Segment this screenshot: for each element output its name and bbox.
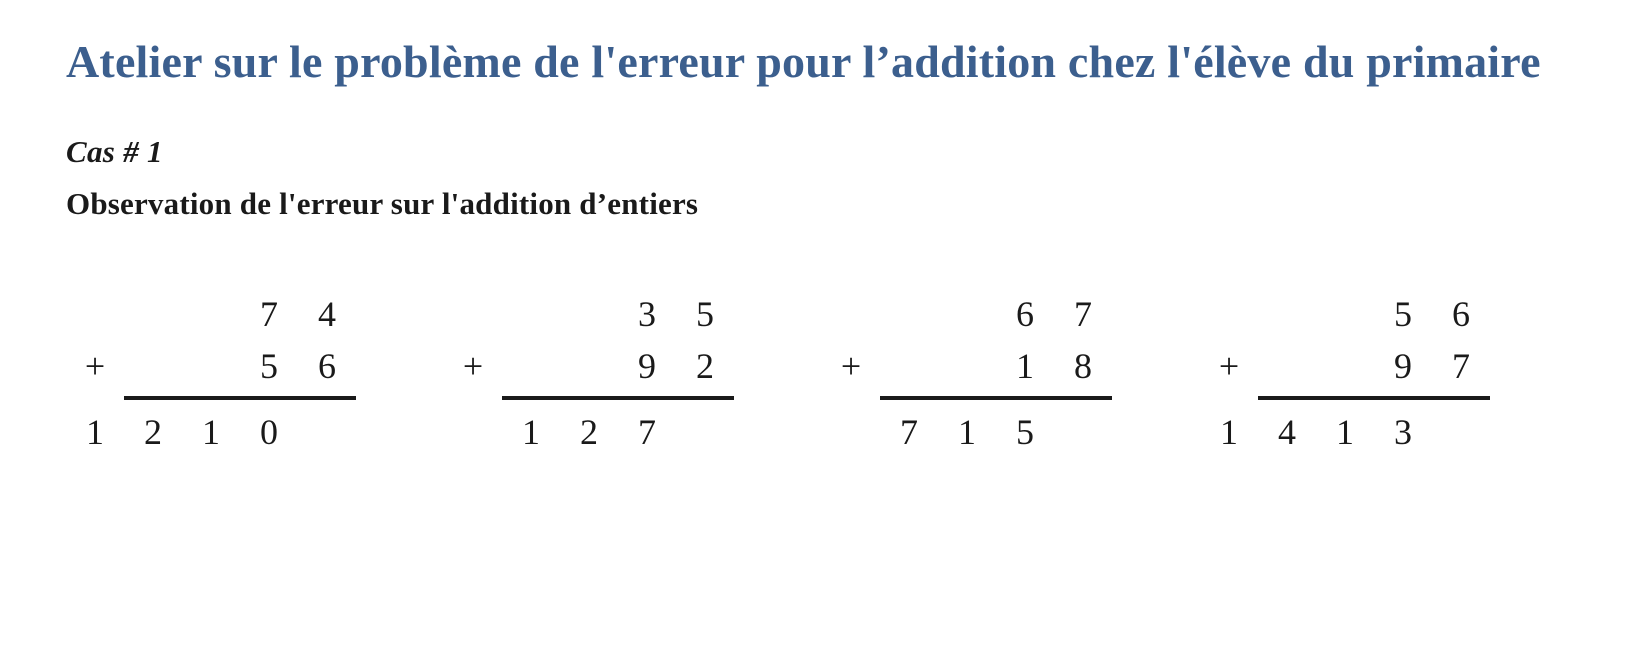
digit: 6 — [1016, 294, 1034, 335]
digit: 5 — [1016, 412, 1034, 453]
addend1-row — [66, 288, 444, 340]
result-row — [66, 406, 444, 458]
digit: 6 — [318, 346, 336, 387]
digit: 7 — [1452, 346, 1470, 387]
plus-sign: + — [1218, 346, 1240, 387]
digit: 1 — [1220, 412, 1238, 453]
digit: 0 — [260, 412, 278, 453]
digit: 3 — [638, 294, 656, 335]
plus-sign: + — [840, 346, 862, 387]
page-title: Atelier sur le problème de l'erreur pour l’addition chez l'élève du primaire — [66, 36, 1541, 87]
digit: 7 — [1074, 294, 1092, 335]
digit: 2 — [144, 412, 162, 453]
digit: 5 — [260, 346, 278, 387]
addend2-row — [822, 340, 1200, 392]
digit: 8 — [1074, 346, 1092, 387]
digit: 6 — [1452, 294, 1470, 335]
addition-problem-4 — [1200, 288, 1578, 458]
digit: 5 — [696, 294, 714, 335]
digit: 1 — [86, 412, 104, 453]
addend2-row — [66, 340, 444, 392]
digit: 3 — [1394, 412, 1412, 453]
digit: 7 — [900, 412, 918, 453]
addend1-row — [1200, 288, 1578, 340]
plus-sign: + — [84, 346, 106, 387]
digit: 4 — [318, 294, 336, 335]
addend1-row — [444, 288, 822, 340]
digit: 2 — [696, 346, 714, 387]
digit: 7 — [638, 412, 656, 453]
digit: 1 — [202, 412, 220, 453]
addition-problem-3 — [822, 288, 1200, 458]
plus-sign: + — [462, 346, 484, 387]
result-row — [822, 406, 1200, 458]
result-row — [444, 406, 822, 458]
digit: 1 — [1336, 412, 1354, 453]
case-subtitle: Observation de l'erreur sur l'addition d’entiers — [66, 186, 699, 222]
digit: 7 — [260, 294, 278, 335]
result-row — [1200, 406, 1578, 458]
sum-rule — [1258, 396, 1490, 400]
digit: 9 — [1394, 346, 1412, 387]
digit: 9 — [638, 346, 656, 387]
addition-problem-1 — [66, 288, 444, 458]
case-label: Cas # 1 — [66, 134, 163, 170]
digit: 5 — [1394, 294, 1412, 335]
sum-rule — [124, 396, 356, 400]
addend2-row — [444, 340, 822, 392]
digit: 4 — [1278, 412, 1296, 453]
sum-rule — [880, 396, 1112, 400]
digit: 2 — [580, 412, 598, 453]
addition-problems-row — [66, 288, 1578, 458]
sum-rule — [502, 396, 734, 400]
addend2-row — [1200, 340, 1578, 392]
digit: 1 — [522, 412, 540, 453]
digit: 1 — [958, 412, 976, 453]
addition-problem-2 — [444, 288, 822, 458]
digit: 1 — [1016, 346, 1034, 387]
addend1-row — [822, 288, 1200, 340]
